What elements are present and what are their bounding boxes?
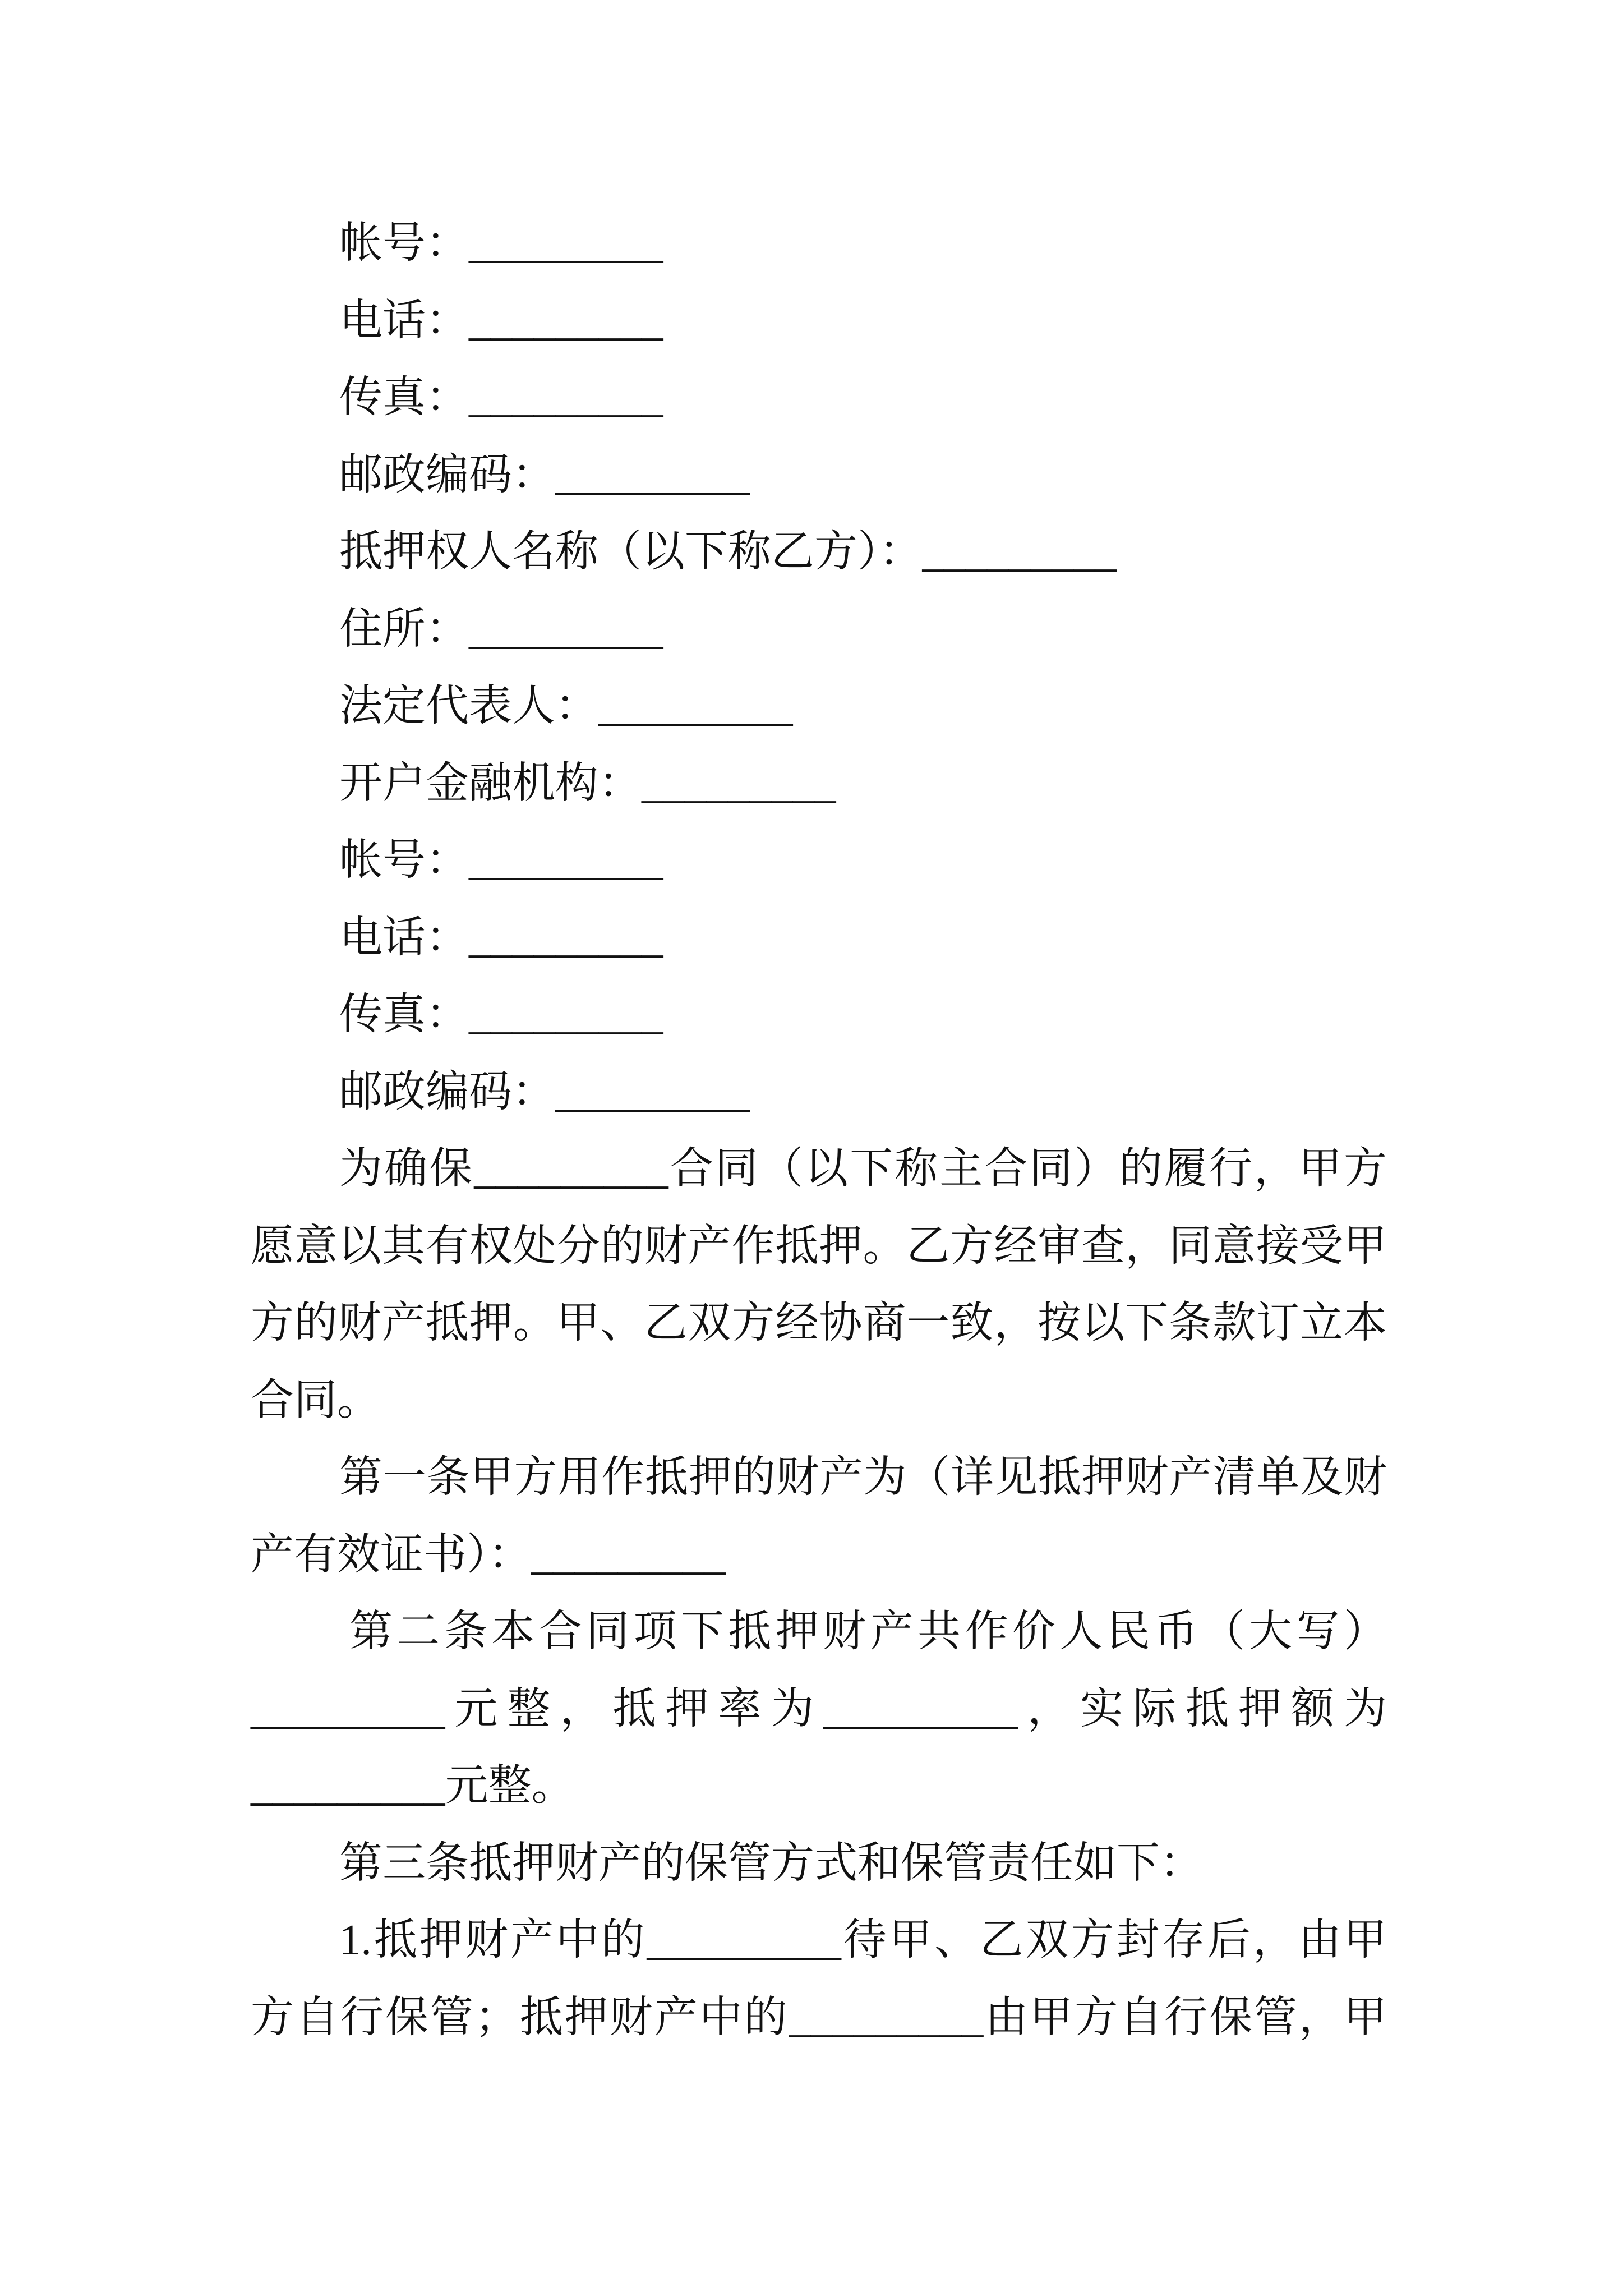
party-b-legal-rep-blank: _________ [598, 682, 793, 730]
party-b-account-label: 帐号： [339, 836, 469, 884]
party-b-address-line [251, 591, 1387, 668]
party-b-name-blank: _________ [922, 527, 1117, 576]
party-a-phone-label: 电话： [339, 296, 469, 344]
party-b-phone-label: 电话： [339, 913, 469, 961]
self-kept-property-blank: _________ [789, 1993, 984, 2041]
article-3-item-1-line-1 [251, 1902, 1387, 1979]
article-3-text: 方自行保管；抵押财产中的 [251, 1993, 789, 2041]
article-3-text: 由甲方自行保管，甲 [983, 1993, 1387, 2041]
party-b-fax-line [251, 976, 1387, 1053]
mortgaged-property-blank: _________ [531, 1530, 726, 1579]
article-2-line-1: 第二条本合同项下抵押财产共作价人民币（大写） [349, 1607, 1387, 1655]
party-b-name-label: 抵押权人名称（以下称乙方）： [339, 527, 923, 576]
party-b-legal-rep-label: 法定代表人： [339, 682, 598, 730]
mortgage-rate-blank: _________ [823, 1684, 1018, 1733]
actual-mortgage-amount-blank: _________ [251, 1761, 445, 1810]
party-a-phone-line [251, 282, 1387, 360]
party-a-account-label: 帐号： [339, 219, 469, 267]
article-2-text: ，实际抵押额为 [1018, 1684, 1387, 1733]
main-contract-blank: _________ [474, 1144, 668, 1193]
party-b-phone-line [251, 899, 1387, 977]
party-b-postcode-line [251, 1053, 1387, 1131]
party-a-postcode-blank: _________ [555, 450, 750, 499]
party-b-postcode-blank: _________ [555, 1067, 750, 1116]
article-1-text: 产有效证书）： [251, 1530, 532, 1579]
party-a-postcode-line [251, 436, 1387, 514]
party-a-phone-blank: _________ [469, 296, 663, 344]
article-1-line-1: 第一条甲方用作抵押的财产为（详见抵押财产清单及财 [339, 1453, 1387, 1501]
party-b-phone-blank: _________ [469, 913, 663, 961]
party-a-account-line [251, 205, 1387, 282]
article-3-text: 待甲、乙双方封存后，由甲 [841, 1916, 1387, 1964]
party-b-account-line [251, 822, 1387, 899]
preamble-line-2: 愿意以其有权处分的财产作抵押。乙方经审查，同意接受甲 [251, 1221, 1387, 1270]
party-a-fax-label: 传真： [339, 373, 469, 421]
party-b-account-blank: _________ [469, 836, 663, 884]
party-b-fax-label: 传真： [339, 990, 469, 1038]
party-b-fax-blank: _________ [469, 990, 663, 1038]
article-1-line-2 [251, 1516, 1387, 1594]
article-2-line-3 [251, 1747, 1387, 1825]
party-a-fax-line [251, 359, 1387, 436]
party-b-legal-rep-line [251, 668, 1387, 745]
party-b-bank-line [251, 745, 1387, 822]
article-3-text: 1.抵押财产中的 [339, 1916, 647, 1964]
preamble-line-4: 合同。 [251, 1375, 380, 1424]
preamble-line-3: 方的财产抵押。甲、乙双方经协商一致，按以下条款订立本 [251, 1299, 1387, 1347]
article-3-heading: 第三条抵押财产的保管方式和保管责任如下： [339, 1838, 1203, 1887]
party-a-fax-blank: _________ [469, 373, 663, 421]
party-a-account-blank: _________ [469, 219, 663, 267]
article-2-line-2 [251, 1671, 1387, 1748]
preamble-text: 合同（以下称主合同）的履行，甲方 [668, 1144, 1387, 1193]
party-b-address-label: 住所： [339, 604, 469, 653]
valuation-amount-blank: _________ [251, 1684, 445, 1733]
article-3-item-1-line-2 [251, 1979, 1387, 2056]
party-a-postcode-label: 邮政编码： [339, 450, 555, 499]
contract-body [251, 205, 1387, 2056]
party-b-address-blank: _________ [469, 604, 663, 653]
party-b-bank-blank: _________ [642, 758, 836, 807]
party-b-bank-label: 开户金融机构： [339, 758, 642, 807]
party-b-name-line [251, 513, 1387, 591]
article-2-text: 元整。 [445, 1761, 575, 1810]
preamble-line-1 [251, 1130, 1387, 1208]
party-b-postcode-label: 邮政编码： [339, 1067, 555, 1116]
sealed-property-blank: _________ [647, 1916, 841, 1964]
preamble-text: 为确保 [339, 1144, 474, 1193]
article-2-text: 元整，抵押率为 [445, 1684, 824, 1733]
